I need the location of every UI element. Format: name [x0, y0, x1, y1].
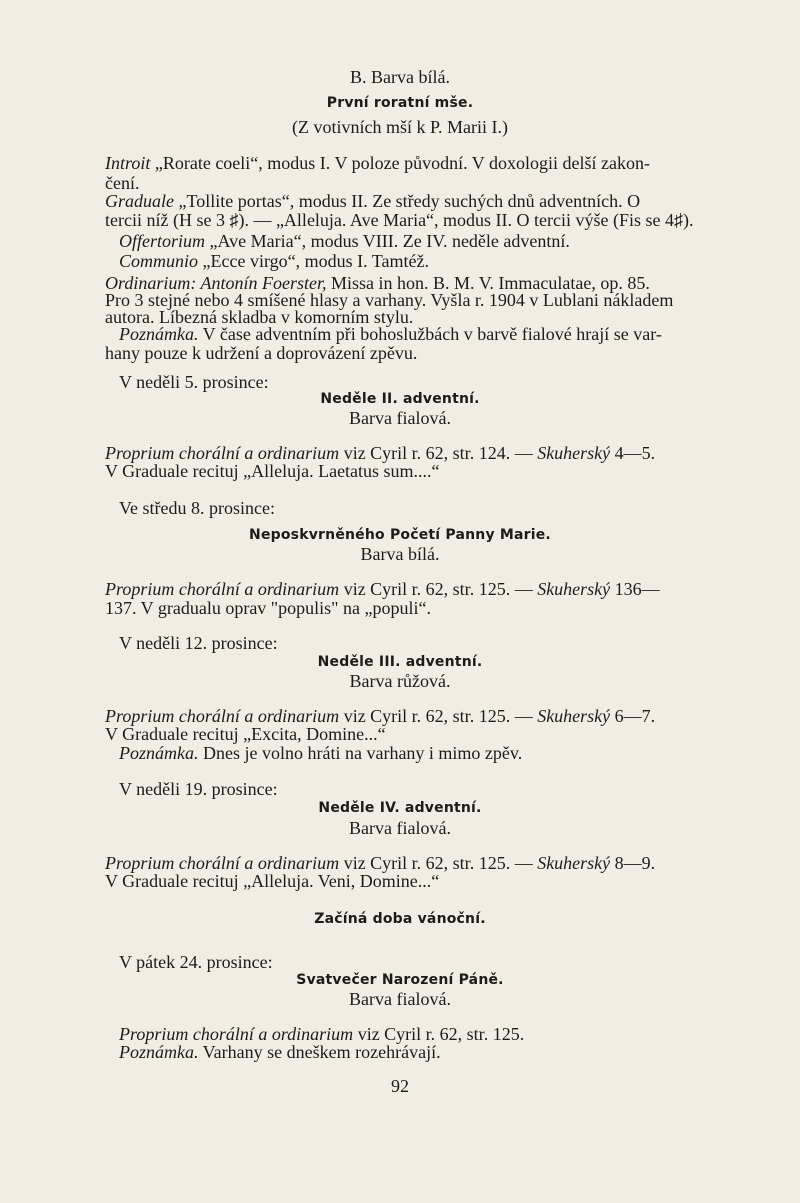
color-line: B. Barva bílá.: [350, 67, 450, 87]
line-text: „Rorate coeli“, modus I. V poloze původní. V doxologii delší zakon-: [150, 153, 650, 173]
term-label: Proprium chorální a ordinarium: [105, 706, 340, 726]
line-text: viz Cyril r. 62, str. 125. —: [339, 853, 538, 873]
text-line: [105, 579, 660, 600]
author-label: Skuherský: [537, 443, 611, 463]
date-line: V pátek 24. prosince:: [119, 952, 273, 972]
line-text: 6—7.: [610, 706, 656, 726]
line-text: 136—: [610, 579, 660, 599]
date-line: V neděli 12. prosince:: [119, 633, 278, 653]
term-label: Communio: [119, 251, 199, 271]
date-line: V neděli 5. prosince:: [119, 372, 269, 392]
date-line: Ve středu 8. prosince:: [119, 498, 275, 518]
section-heading: Neposkvrněného Početí Panny Marie.: [249, 527, 551, 543]
section-heading: Začíná doba vánoční.: [314, 911, 486, 927]
line-text: 4—5.: [610, 443, 656, 463]
text-line: [119, 1042, 441, 1063]
line-text: autora. Líbezná skladba v komorním stylu.: [105, 307, 414, 327]
term-label: Ordinarium: Antonín Foerster,: [105, 273, 327, 293]
term-label: Proprium chorální a ordinarium: [119, 1024, 354, 1044]
section-heading: Neděle IV. adventní.: [318, 800, 482, 816]
author-label: Skuherský: [537, 579, 611, 599]
line-text: viz Cyril r. 62, str. 124. —: [339, 443, 538, 463]
line-text: Pro 3 stejné nebo 4 smíšené hlasy a varhany. Vyšla r. 1904 v Lublani nákladem: [105, 290, 674, 310]
line-text: V Graduale recituj „Alleluja. Veni, Domine...“: [105, 871, 440, 891]
color-line: Barva fialová.: [349, 818, 451, 838]
section-subtitle: (Z votivních mší k P. Marii I.): [292, 117, 508, 137]
author-label: Skuherský: [537, 706, 611, 726]
line-text: 8—9.: [610, 853, 656, 873]
line-text: Varhany se dneškem rozehrávají.: [198, 1042, 441, 1062]
term-label: Proprium chorální a ordinarium: [105, 443, 340, 463]
color-line: Barva růžová.: [349, 671, 451, 691]
section-heading: Neděle III. adventní.: [317, 654, 483, 670]
color-line: Barva fialová.: [349, 989, 451, 1009]
term-label: Poznámka.: [119, 743, 199, 763]
line-text: viz Cyril r. 62, str. 125.: [353, 1024, 525, 1044]
line-text: V čase adventním při bohoslužbách v barvě fialové hrají se var-: [198, 324, 662, 344]
color-line: Barva fialová.: [349, 408, 451, 428]
term-label: Proprium chorální a ordinarium: [105, 853, 340, 873]
term-label: Offertorium: [119, 231, 206, 251]
line-text: viz Cyril r. 62, str. 125. —: [339, 579, 538, 599]
text-line: [105, 871, 439, 892]
line-text: Dnes je volno hráti na varhany i mimo zpěv.: [198, 743, 523, 763]
term-label: Introit: [105, 153, 151, 173]
line-text: hany pouze k udržení a doprovázení zpěvu.: [105, 343, 418, 363]
text-line: [119, 324, 662, 345]
section-heading: První roratní mše.: [326, 95, 474, 111]
date-line: V neděli 19. prosince:: [119, 779, 278, 799]
text-line: [119, 743, 522, 764]
line-text: „Ecce virgo“, modus I. Tamtéž.: [198, 251, 430, 271]
text-line: [105, 343, 417, 364]
author-label: Skuherský: [537, 853, 611, 873]
text-line: [119, 251, 429, 272]
line-text: „Tollite portas“, modus II. Ze středy suchých dnů adventních. O: [174, 191, 641, 211]
text-line: [105, 210, 694, 231]
text-line: [105, 724, 386, 745]
term-label: Graduale: [105, 191, 174, 211]
term-label: Poznámka.: [119, 324, 199, 344]
page-number: 92: [391, 1076, 409, 1096]
line-text: V Graduale recituj „Alleluja. Laetatus sum....“: [105, 461, 440, 481]
term-label: Poznámka.: [119, 1042, 199, 1062]
line-text: čení.: [105, 173, 140, 193]
line-text: Missa in hon. B. M. V. Immaculatae, op. 85.: [326, 273, 650, 293]
section-heading: Svatvečer Narození Páně.: [296, 972, 504, 988]
text-line: [105, 461, 440, 482]
text-line: [105, 598, 431, 619]
text-line: [119, 231, 570, 252]
color-line: Barva bílá.: [360, 544, 440, 564]
text-line: [105, 191, 640, 212]
text-line: [105, 153, 650, 174]
section-heading: Neděle II. adventní.: [320, 391, 480, 407]
line-text: tercii níž (H se 3 ♯). — „Alleluja. Ave Maria“, modus II. O tercii výše (Fis se 4♯).: [105, 210, 694, 230]
line-text: viz Cyril r. 62, str. 125. —: [339, 706, 538, 726]
line-text: 137. V gradualu oprav "populis" na „populi“.: [105, 598, 431, 618]
line-text: V Graduale recituj „Excita, Domine...“: [105, 724, 386, 744]
line-text: „Ave Maria“, modus VIII. Ze IV. neděle adventní.: [205, 231, 570, 251]
term-label: Proprium chorální a ordinarium: [105, 579, 340, 599]
